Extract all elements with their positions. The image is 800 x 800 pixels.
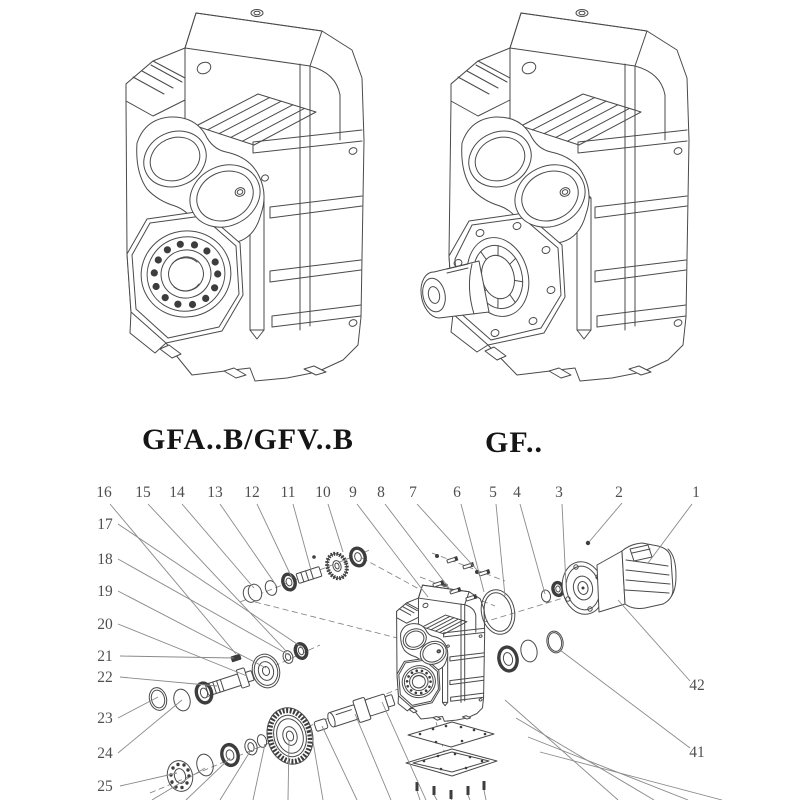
gearbox-drawing-gf	[420, 10, 689, 382]
callout-2: 2	[615, 484, 623, 501]
exploded-housing	[397, 584, 485, 721]
callout-12: 12	[244, 484, 260, 501]
callout-11: 11	[280, 484, 296, 501]
ball-bearing-balls	[169, 763, 190, 789]
callout-25: 25	[97, 778, 113, 795]
callout-16: 16	[96, 484, 112, 501]
callout-19: 19	[97, 583, 113, 600]
motor	[597, 543, 676, 612]
callout-14: 14	[169, 484, 185, 501]
exploded-parts-diagram	[96, 484, 722, 800]
callout-9: 9	[349, 484, 357, 501]
callout-4: 4	[513, 484, 521, 501]
intermediate-shaft-parts	[204, 642, 309, 699]
callout-7: 7	[409, 484, 417, 501]
output-shaft-parts	[147, 681, 397, 794]
model-label-gf: GF..	[485, 426, 543, 459]
gearbox-drawing-gfab-gfvb	[126, 10, 364, 382]
callout-1: 1	[692, 484, 700, 501]
callout-24: 24	[97, 745, 113, 762]
callout-3: 3	[555, 484, 563, 501]
callout-18: 18	[97, 551, 113, 568]
model-label-gfab-gfvb: GFA..B/GFV..B	[142, 423, 354, 456]
bottom-cover-parts	[406, 722, 497, 800]
callout-6: 6	[453, 484, 461, 501]
callout-5: 5	[489, 484, 497, 501]
callout-20: 20	[97, 616, 113, 633]
callout-22: 22	[97, 669, 113, 686]
callout-8: 8	[377, 484, 385, 501]
input-shaft-parts	[241, 546, 367, 604]
callout-13: 13	[207, 484, 223, 501]
callout-15: 15	[135, 484, 151, 501]
callout-41: 41	[689, 744, 705, 761]
callout-10: 10	[315, 484, 331, 501]
callout-42: 42	[689, 677, 705, 694]
callout-21: 21	[97, 648, 113, 665]
callout-17: 17	[97, 516, 113, 533]
callout-23: 23	[97, 710, 113, 727]
cover-bolts	[416, 781, 487, 800]
